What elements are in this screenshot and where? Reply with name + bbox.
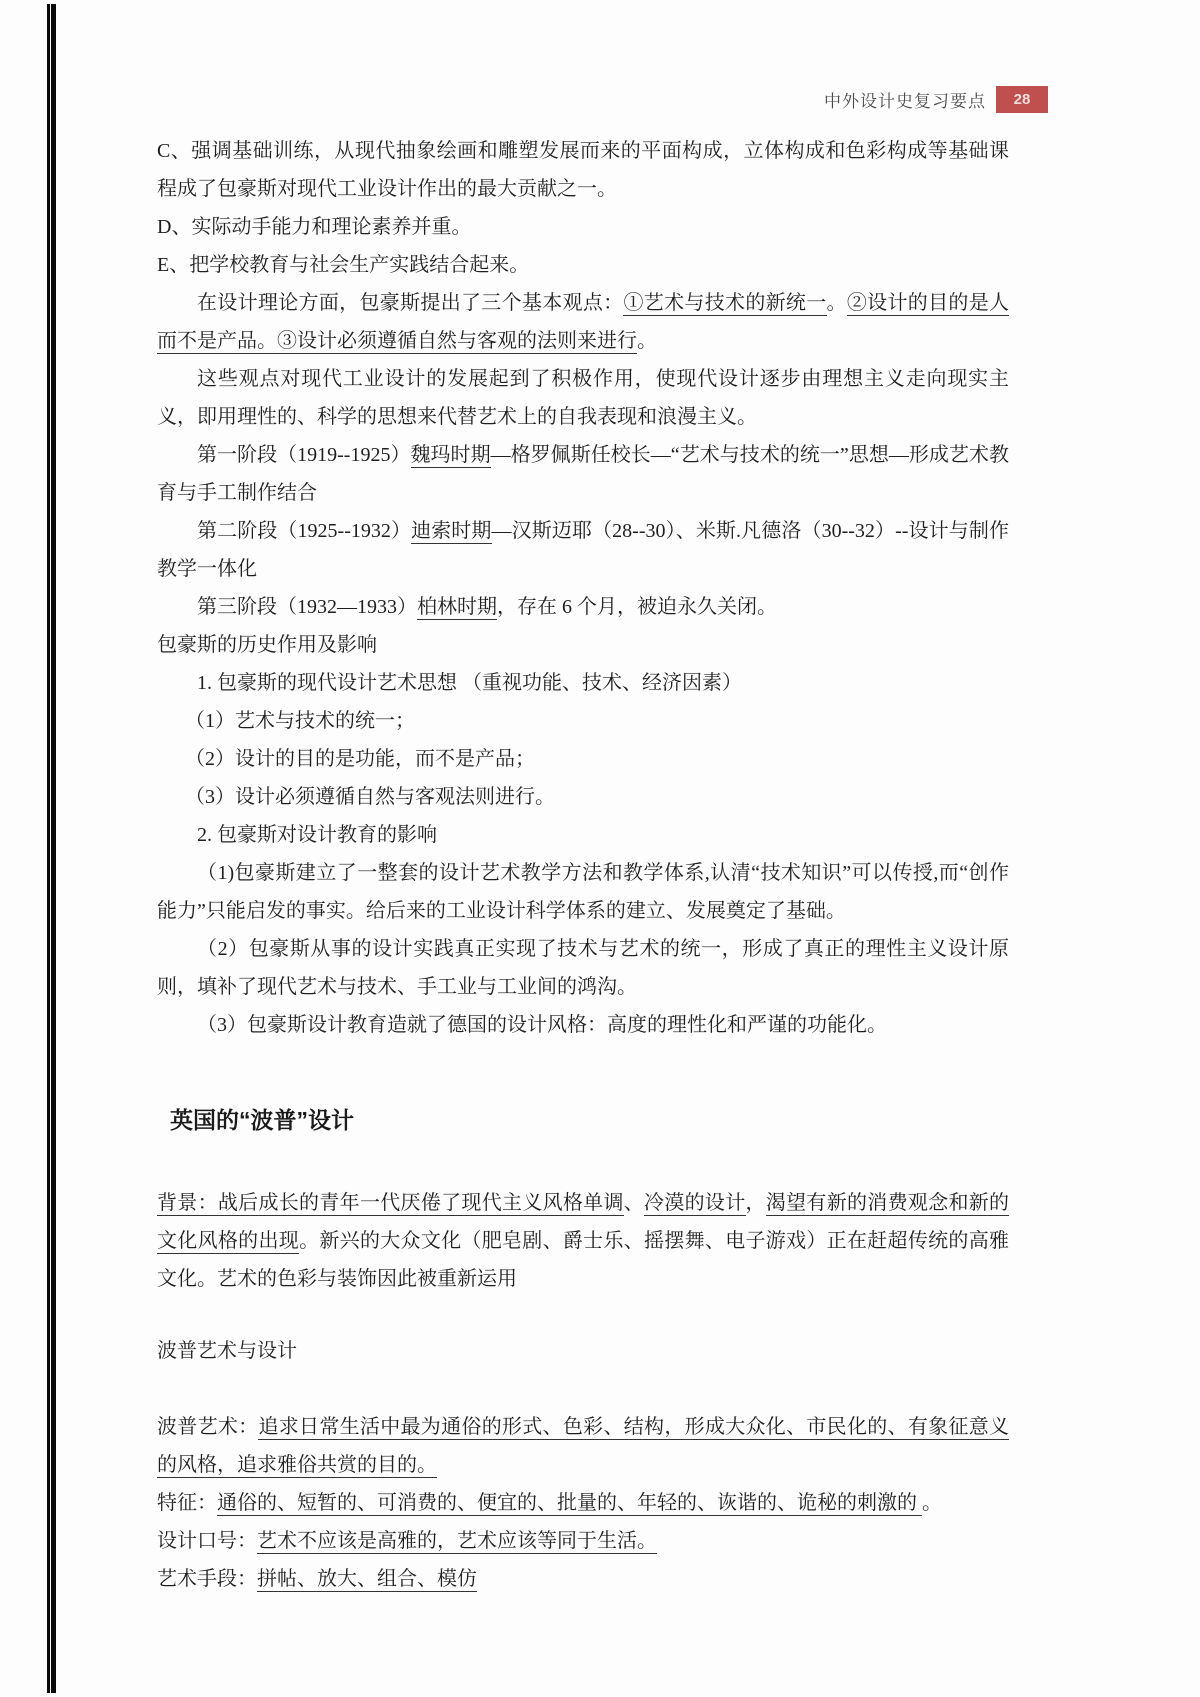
text: ， [745,1192,766,1214]
text: 2. 包豪斯对设计教育的影响 [197,824,437,846]
underlined-text: 背景： [157,1192,218,1214]
paragraph [157,284,1009,360]
paragraph [157,664,1009,702]
text: 。新兴的大众文化（肥皂剧、爵士乐、摇摆舞、电子游戏）正在赶超传统的高雅文化。艺术的色彩与装饰因此被重新运用 [157,1230,1010,1290]
text: 、 [623,1192,645,1214]
underlined-text: 拼帖、放大、组合、模仿 [257,1568,477,1590]
text: 。 [922,1492,942,1514]
text: （3）包豪斯设计教育造就了德国的设计风格：高度的理性化和严谨的功能化。 [197,1014,887,1036]
paragraph [157,626,1009,664]
underlined-text: 战后成长的青年一代厌倦了现代主义风格单调 [217,1192,624,1214]
text: —格罗佩斯任校长—“艺术与技术的统一”思想—形成艺术教育与手工制作结合 [157,444,1009,504]
paragraph [157,132,1009,208]
text: （2）设计的目的是功能，而不是产品； [185,748,535,770]
text: 。 [826,292,847,314]
paragraph [157,740,1009,778]
underlined-text: 迪索时期 [411,520,492,542]
text: 波普艺术： [157,1416,259,1438]
page-number-badge: 28 [996,86,1048,113]
binding-bar [47,4,56,1693]
text: （2）包豪斯从事的设计实践真正实现了技术与艺术的统一，形成了真正的理性主义设计原则，填补了现代艺术与技术、手工业与工业间的鸿沟。 [157,938,1009,998]
text: 波普艺术与设计 [157,1340,297,1362]
text: D、实际动手能力和理论素养并重。 [157,216,472,238]
text: （1）艺术与技术的统一； [185,710,415,732]
text: 这些观点对现代工业设计的发展起到了积极作用，使现代设计逐步由理想主义走向现实主义，即用理性的、科学的思想来代替艺术上的自我表现和浪漫主义。 [157,368,1009,428]
paragraph [157,1560,1009,1598]
text: ，存在 6 个月，被迫永久关闭。 [497,596,777,618]
paragraph [157,588,1009,626]
section-heading [170,1100,1009,1140]
paragraph [157,1484,1009,1522]
text: C、强调基础训练，从现代抽象绘画和雕塑发展而来的平面构成，立体构成和色彩构成等基础课程成了包豪斯对现代工业设计作出的最大贡献之一。 [157,140,1009,200]
underlined-text: 通俗的、短暂的、可消费的、便宜的、批量的、年轻的、诙谐的、诡秘的刺激的 [217,1492,922,1514]
text: 英国的“波普”设计 [170,1107,354,1133]
text: （3）设计必须遵循自然与客观法则进行。 [185,786,555,808]
text: —汉斯迈耶（28--30）、米斯.凡德洛（30--32）--设计与制作教学一体化 [157,520,1009,580]
text: 包豪斯的历史作用及影响 [157,634,377,656]
text: 在设计理论方面，包豪斯提出了三个基本观点： [197,292,624,314]
paragraph [157,1184,1009,1298]
paragraph [157,1408,1009,1484]
paragraph [157,1332,1009,1370]
paragraph [157,436,1009,512]
paragraph [157,246,1009,284]
text: 第三阶段（1932—1933） [197,596,417,618]
paragraph [157,208,1009,246]
paragraph [157,702,1009,740]
text: 设计口号： [157,1530,257,1552]
underlined-text: 追求日常生活中最为通俗的形式、色彩、结构，形成大众化、市民化的、有象征意义的风格，追求雅俗共赏的目的。 [157,1416,1010,1476]
page-header [824,86,1048,113]
text: 1. 包豪斯的现代设计艺术思想 （重视功能、技术、经济因素） [197,672,742,694]
text: 。 [637,330,657,352]
underlined-text: 渴望有新的消费观念和新的文化风格的出现 [157,1192,1010,1252]
text: （1)包豪斯建立了一整套的设计艺术教学方法和教学体系,认清“技术知识”可以传授,而“创作能力”只能启发的事实。给后来的工业设计科学体系的建立、发展奠定了基础。 [157,862,1009,922]
underlined-text: ①艺术与技术的新统一 [623,292,827,314]
text: E、把学校教育与社会生产实践结合起来。 [157,254,530,276]
paragraph [157,1006,1009,1044]
paragraph [157,930,1009,1006]
paragraph [157,816,1009,854]
text: 艺术手段： [157,1568,257,1590]
paragraph [157,512,1009,588]
underlined-text: 艺术不应该是高雅的，艺术应该等同于生活。 [257,1530,657,1552]
paragraph [157,778,1009,816]
underlined-text: ②设计的目的是人而不是产品。③设计必须遵循自然与客观的法则来进行 [157,292,1010,352]
paragraph [157,1522,1009,1560]
underlined-text: 冷漠的设计 [644,1192,746,1214]
paragraph [157,360,1009,436]
header-title: 中外设计史复习要点 [824,92,986,111]
underlined-text: 柏林时期 [417,596,497,618]
text: 第一阶段（1919--1925） [197,444,411,466]
content [157,132,1009,1598]
text: 第二阶段（1925--1932） [197,520,412,542]
paragraph [157,854,1009,930]
underlined-text: 魏玛时期 [410,444,491,466]
text: 特征： [157,1492,217,1514]
